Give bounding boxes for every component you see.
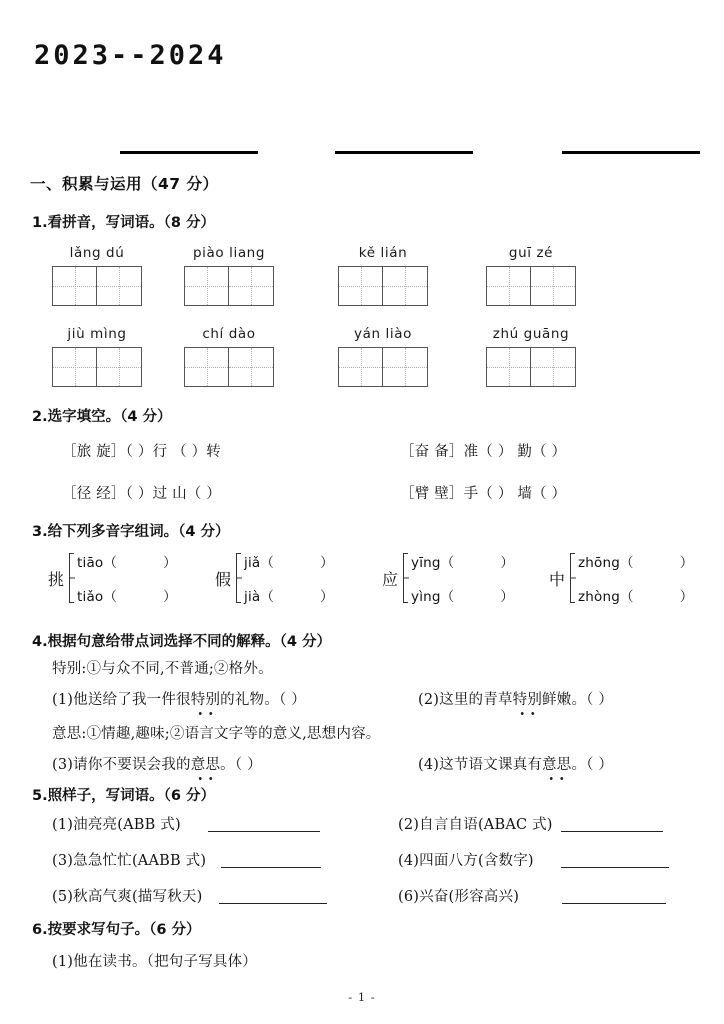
- q5-item-3-label: (3)急急忙忙(AABB 式): [52, 853, 207, 869]
- grid-cell[interactable]: [229, 267, 273, 305]
- question-3-heading: 3.给下列多音字组词。（4 分）: [32, 524, 230, 540]
- brace-icon: [65, 551, 75, 605]
- question-2-heading: 2.选字填空。（4 分）: [32, 409, 172, 425]
- grid-cell[interactable]: [185, 267, 229, 305]
- q2-row-2-right[interactable]: ［臂 壁］手（ ） 墙（ ）: [400, 486, 567, 502]
- grid-cell[interactable]: [229, 348, 273, 386]
- grid-cell[interactable]: [487, 348, 531, 386]
- q4-s1-emphasis: 特别: [191, 688, 220, 709]
- q4-s3-emphasis: 意思: [191, 753, 220, 774]
- pinyin-item-7: [338, 326, 428, 387]
- q5-item-2-label: (2)自言自语(ABAC 式): [398, 817, 553, 833]
- pinyin-item-3: [338, 245, 428, 306]
- polyphone-option-top[interactable]: tiāo（ ）: [77, 555, 177, 571]
- grid-cell[interactable]: [383, 267, 427, 305]
- q4-s1-post: 的礼物。（ ）: [220, 692, 306, 708]
- q5-answer-line-6[interactable]: [562, 890, 666, 904]
- header-blank-line-2[interactable]: [335, 151, 473, 154]
- question-1-heading: 1.看拼音，写词语。（8 分）: [32, 215, 215, 231]
- grid-cell[interactable]: [97, 348, 141, 386]
- q4-s2-pre: (2)这里的青草: [418, 692, 513, 708]
- q5-answer-line-2[interactable]: [561, 818, 663, 832]
- tianzige-grid[interactable]: [486, 347, 576, 387]
- header-blank-line-1[interactable]: [120, 151, 258, 154]
- section-title: 一、积累与运用（47 分）: [30, 175, 219, 193]
- tianzige-grid[interactable]: [486, 266, 576, 306]
- polyphone-option-top[interactable]: yīng（ ）: [411, 555, 515, 571]
- brace-icon: [232, 551, 242, 605]
- polyphone-char: 挑: [48, 569, 65, 589]
- q2-row-1-left[interactable]: ［旅 旋］（ ）行 （ ）转: [62, 444, 221, 460]
- question-6-heading: 6.按要求写句子。（6 分）: [32, 922, 201, 938]
- header-blank-line-3[interactable]: [562, 151, 700, 154]
- q4-sentence-3[interactable]: [52, 753, 262, 774]
- q4-s4-post: 。（ ）: [571, 757, 614, 773]
- polyphone-option-top[interactable]: zhōng（ ）: [578, 555, 694, 571]
- grid-cell[interactable]: [339, 267, 383, 305]
- q2-row-2-left[interactable]: ［径 经］（ ）过 山（ ）: [62, 486, 221, 502]
- q4-s1-pre: (1)他送给了我一件很: [52, 692, 191, 708]
- polyphone-char: 假: [215, 569, 232, 589]
- brace-icon: [399, 551, 409, 605]
- q5-item-5-label: (5)秋高气爽(描写秋天): [52, 889, 203, 905]
- q5-answer-line-3[interactable]: [221, 854, 321, 868]
- q5-item-6-label: (6)兴奋(形容高兴): [398, 889, 520, 905]
- pinyin-text: yán liào: [354, 326, 412, 342]
- pinyin-item-5: [52, 326, 142, 387]
- grid-cell[interactable]: [383, 348, 427, 386]
- pinyin-item-1: [52, 245, 142, 306]
- polyphone-option-bottom[interactable]: zhòng（ ）: [578, 589, 694, 605]
- pinyin-text: kě lián: [358, 245, 408, 261]
- q5-item-4: [398, 849, 669, 870]
- tianzige-grid[interactable]: [184, 266, 274, 306]
- q5-item-6: [398, 885, 666, 906]
- q4-s2-emphasis: 特别: [513, 688, 542, 709]
- q4-gloss-2: 意思:①情趣,趣味;②语言文字等的意义,思想内容。: [52, 726, 381, 742]
- tianzige-grid[interactable]: [338, 347, 428, 387]
- q4-s3-post: 。（ ）: [220, 757, 262, 773]
- polyphone-char: 应: [382, 569, 399, 589]
- pinyin-item-2: [184, 245, 274, 306]
- grid-cell[interactable]: [339, 348, 383, 386]
- q4-s4-pre: (4)这节语文课真有: [418, 757, 543, 773]
- polyphone-option-bottom[interactable]: yìng（ ）: [411, 589, 515, 605]
- tianzige-grid[interactable]: [184, 347, 274, 387]
- q5-item-4-label: (4)四面八方(含数字): [398, 853, 534, 869]
- q4-sentence-2[interactable]: [418, 688, 613, 709]
- q5-answer-line-4[interactable]: [561, 854, 669, 868]
- q5-item-2: [398, 813, 663, 834]
- q2-row-1-right[interactable]: ［奋 备］准（ ） 勤（ ）: [400, 444, 567, 460]
- school-year-title: 2023--2024: [34, 40, 227, 71]
- question-5-heading: 5.照样子，写词语。（6 分）: [32, 788, 215, 804]
- q4-sentence-1[interactable]: [52, 688, 306, 709]
- pinyin-item-6: [184, 326, 274, 387]
- polyphone-option-bottom[interactable]: tiǎo（ ）: [77, 589, 177, 605]
- pinyin-text: guī zé: [508, 245, 554, 261]
- q4-sentence-4[interactable]: [418, 753, 613, 774]
- polyphone-group-3: [382, 548, 514, 608]
- q5-item-5: [52, 885, 327, 906]
- q4-gloss-1: 特别:①与众不同,不普通;②格外。: [52, 661, 273, 677]
- q5-item-1: [52, 813, 320, 834]
- tianzige-grid[interactable]: [52, 266, 142, 306]
- q5-answer-line-1[interactable]: [208, 818, 320, 832]
- polyphone-group-1: [48, 548, 177, 608]
- header-blank-lines: [0, 151, 724, 157]
- pinyin-text: jiù mìng: [67, 326, 127, 342]
- pinyin-text: lǎng dú: [69, 245, 125, 261]
- tianzige-grid[interactable]: [338, 266, 428, 306]
- pinyin-text: zhú guāng: [492, 326, 570, 342]
- polyphone-option-top[interactable]: jiǎ（ ）: [244, 555, 334, 571]
- brace-icon: [566, 551, 576, 605]
- tianzige-grid[interactable]: [52, 347, 142, 387]
- pinyin-item-8: [486, 326, 576, 387]
- polyphone-char: 中: [549, 569, 566, 589]
- q5-item-3: [52, 849, 321, 870]
- grid-cell[interactable]: [531, 267, 575, 305]
- q4-s2-post: 鲜嫩。（ ）: [542, 692, 614, 708]
- pinyin-item-4: [486, 245, 576, 306]
- grid-cell[interactable]: [53, 267, 97, 305]
- pinyin-text: chí dào: [202, 326, 256, 342]
- question-4-heading: 4.根据句意给带点词选择不同的解释。（4 分）: [32, 634, 331, 650]
- polyphone-group-2: [215, 548, 334, 608]
- polyphone-group-4: [549, 548, 693, 608]
- grid-cell[interactable]: [487, 267, 531, 305]
- pinyin-text: piào liang: [192, 245, 266, 261]
- q4-s4-emphasis: 意思: [542, 753, 571, 774]
- page-number: - 1 -: [348, 990, 376, 1004]
- q4-s3-pre: (3)请你不要误会我的: [52, 757, 191, 773]
- grid-cell[interactable]: [97, 267, 141, 305]
- polyphone-option-bottom[interactable]: jià（ ）: [244, 589, 334, 605]
- q5-item-1-label: (1)油亮亮(ABB 式): [52, 817, 181, 833]
- grid-cell[interactable]: [53, 348, 97, 386]
- grid-cell[interactable]: [185, 348, 229, 386]
- q5-answer-line-5[interactable]: [219, 890, 327, 904]
- grid-cell[interactable]: [531, 348, 575, 386]
- q6-item-1[interactable]: (1)他在读书。（把句子写具体）: [52, 954, 257, 970]
